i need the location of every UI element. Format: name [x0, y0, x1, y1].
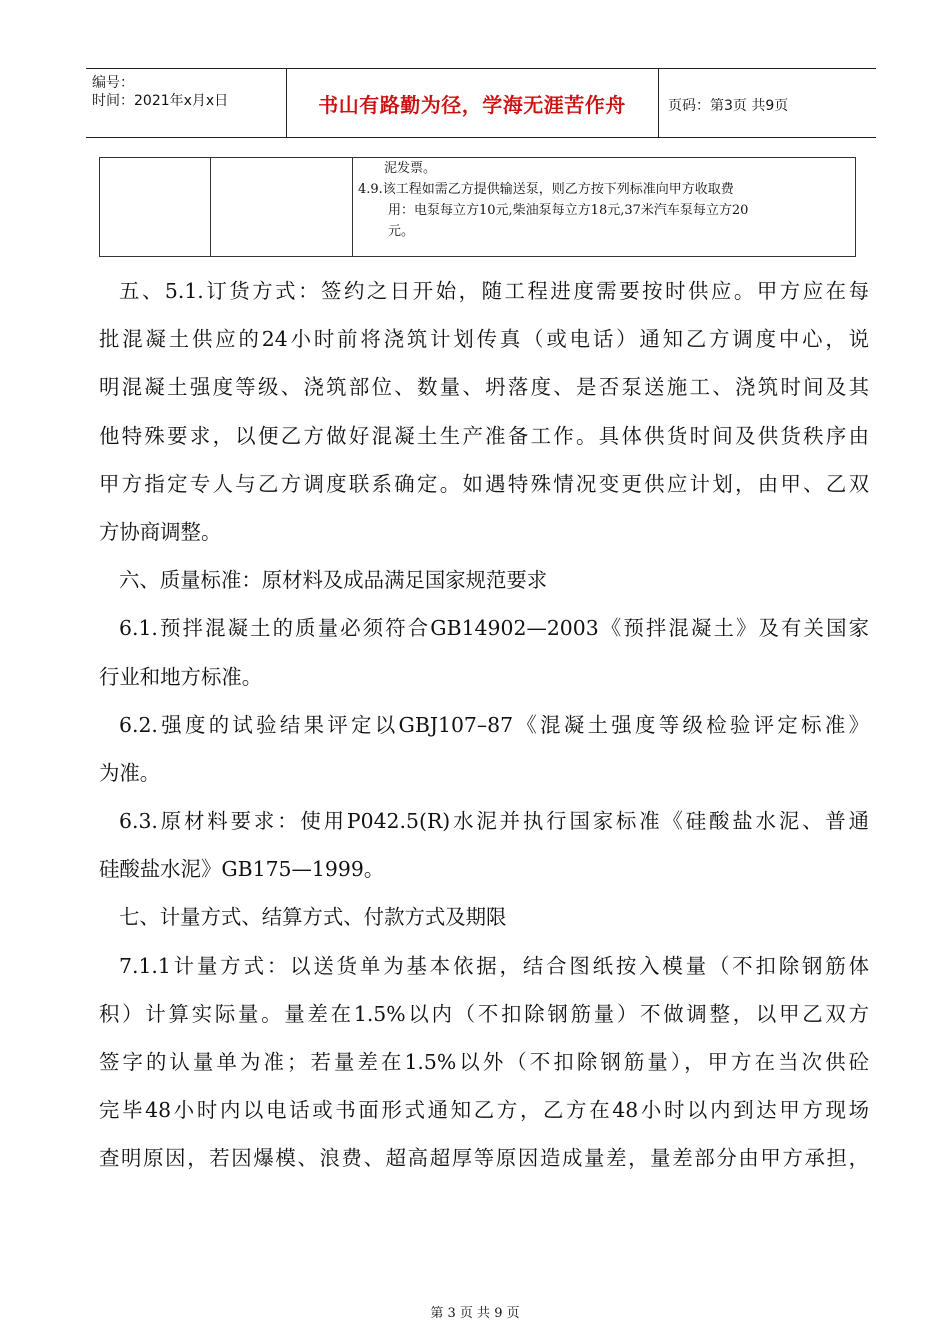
- table-column-divider: [210, 158, 211, 256]
- table-cell-line: 泥发票。: [384, 161, 437, 176]
- body-line: 五、5.1.订货方式：签约之日开始，随工程进度需要按时供应。甲方应在每: [119, 279, 869, 303]
- body-line: 6.2.强度的试验结果评定以GBJ107–87《混凝土强度等级检验评定标准》: [119, 712, 869, 737]
- body-line: 积）计算实际量。量差在1.5%以内（不扣除钢筋量）不做调整，以甲乙双方: [99, 1001, 869, 1026]
- header-page-code: 页码：第3页 共9页: [668, 98, 789, 114]
- body-line: 6.1.预拌混凝土的质量必须符合GB14902—2003《预拌混凝土》及有关国家: [119, 616, 869, 641]
- table-cell-terms: [358, 158, 851, 242]
- document-date: 时间：2021年x月x日: [92, 93, 229, 109]
- table-cell-line: 元。: [388, 224, 415, 239]
- document-body: [99, 267, 869, 1183]
- page-footer: 第 3 页 共 9 页: [430, 1306, 520, 1321]
- body-line: 7.1.1计量方式：以送货单为基本依据，结合图纸按入模量（不扣除钢筋体: [119, 953, 869, 978]
- body-line: 硅酸盐水泥》GB175—1999。: [99, 857, 385, 882]
- body-line: 甲方指定专人与乙方调度联系确定。如遇特殊情况变更供应计划，由甲、乙双: [99, 471, 869, 496]
- table-column-divider: [352, 158, 353, 256]
- body-line: 为准。: [99, 760, 161, 785]
- section-heading: 七、计量方式、结算方式、付款方式及期限: [119, 905, 507, 930]
- table-cell-line: 4.9.该工程如需乙方提供输送泵，则乙方按下列标准向甲方收取费: [358, 182, 734, 197]
- contract-table-fragment: [99, 157, 856, 257]
- document-header: [86, 68, 876, 138]
- body-line: 明混凝土强度等级、浇筑部位、数量、坍落度、是否泵送施工、浇筑时间及其: [99, 375, 869, 400]
- section-heading: 六、质量标准：原材料及成品满足国家规范要求: [119, 568, 548, 593]
- body-line: 查明原因，若因爆模、浪费、超高超厚等原因造成量差，量差部分由甲方承担，: [99, 1146, 869, 1171]
- header-motto: 书山有路勤为径，学海无涯苦作舟: [318, 92, 626, 117]
- body-line: 签字的认量单为准；若量差在1.5%以外（不扣除钢筋量），甲方在当次供砼: [99, 1050, 869, 1074]
- body-line: 批混凝土供应的24小时前将浇筑计划传真（或电话）通知乙方调度中心，说: [99, 327, 869, 352]
- body-line: 完毕48小时内以电话或书面形式通知乙方，乙方在48小时以内到达甲方现场: [99, 1098, 869, 1123]
- header-divider: [658, 69, 659, 137]
- body-line: 他特殊要求，以便乙方做好混凝土生产准备工作。具体供货时间及供货秩序由: [99, 423, 869, 448]
- body-line: 方协商调整。: [99, 519, 222, 544]
- body-line: 6.3.原材料要求：使用P042.5(R)水泥并执行国家标准《硅酸盐水泥、普通: [119, 809, 869, 834]
- document-number-label: 编号：: [92, 75, 134, 91]
- table-cell-line: 用：电泵每立方10元,柴油泵每立方18元,37米汽车泵每立方20: [388, 203, 749, 218]
- body-line: 行业和地方标准。: [99, 664, 263, 689]
